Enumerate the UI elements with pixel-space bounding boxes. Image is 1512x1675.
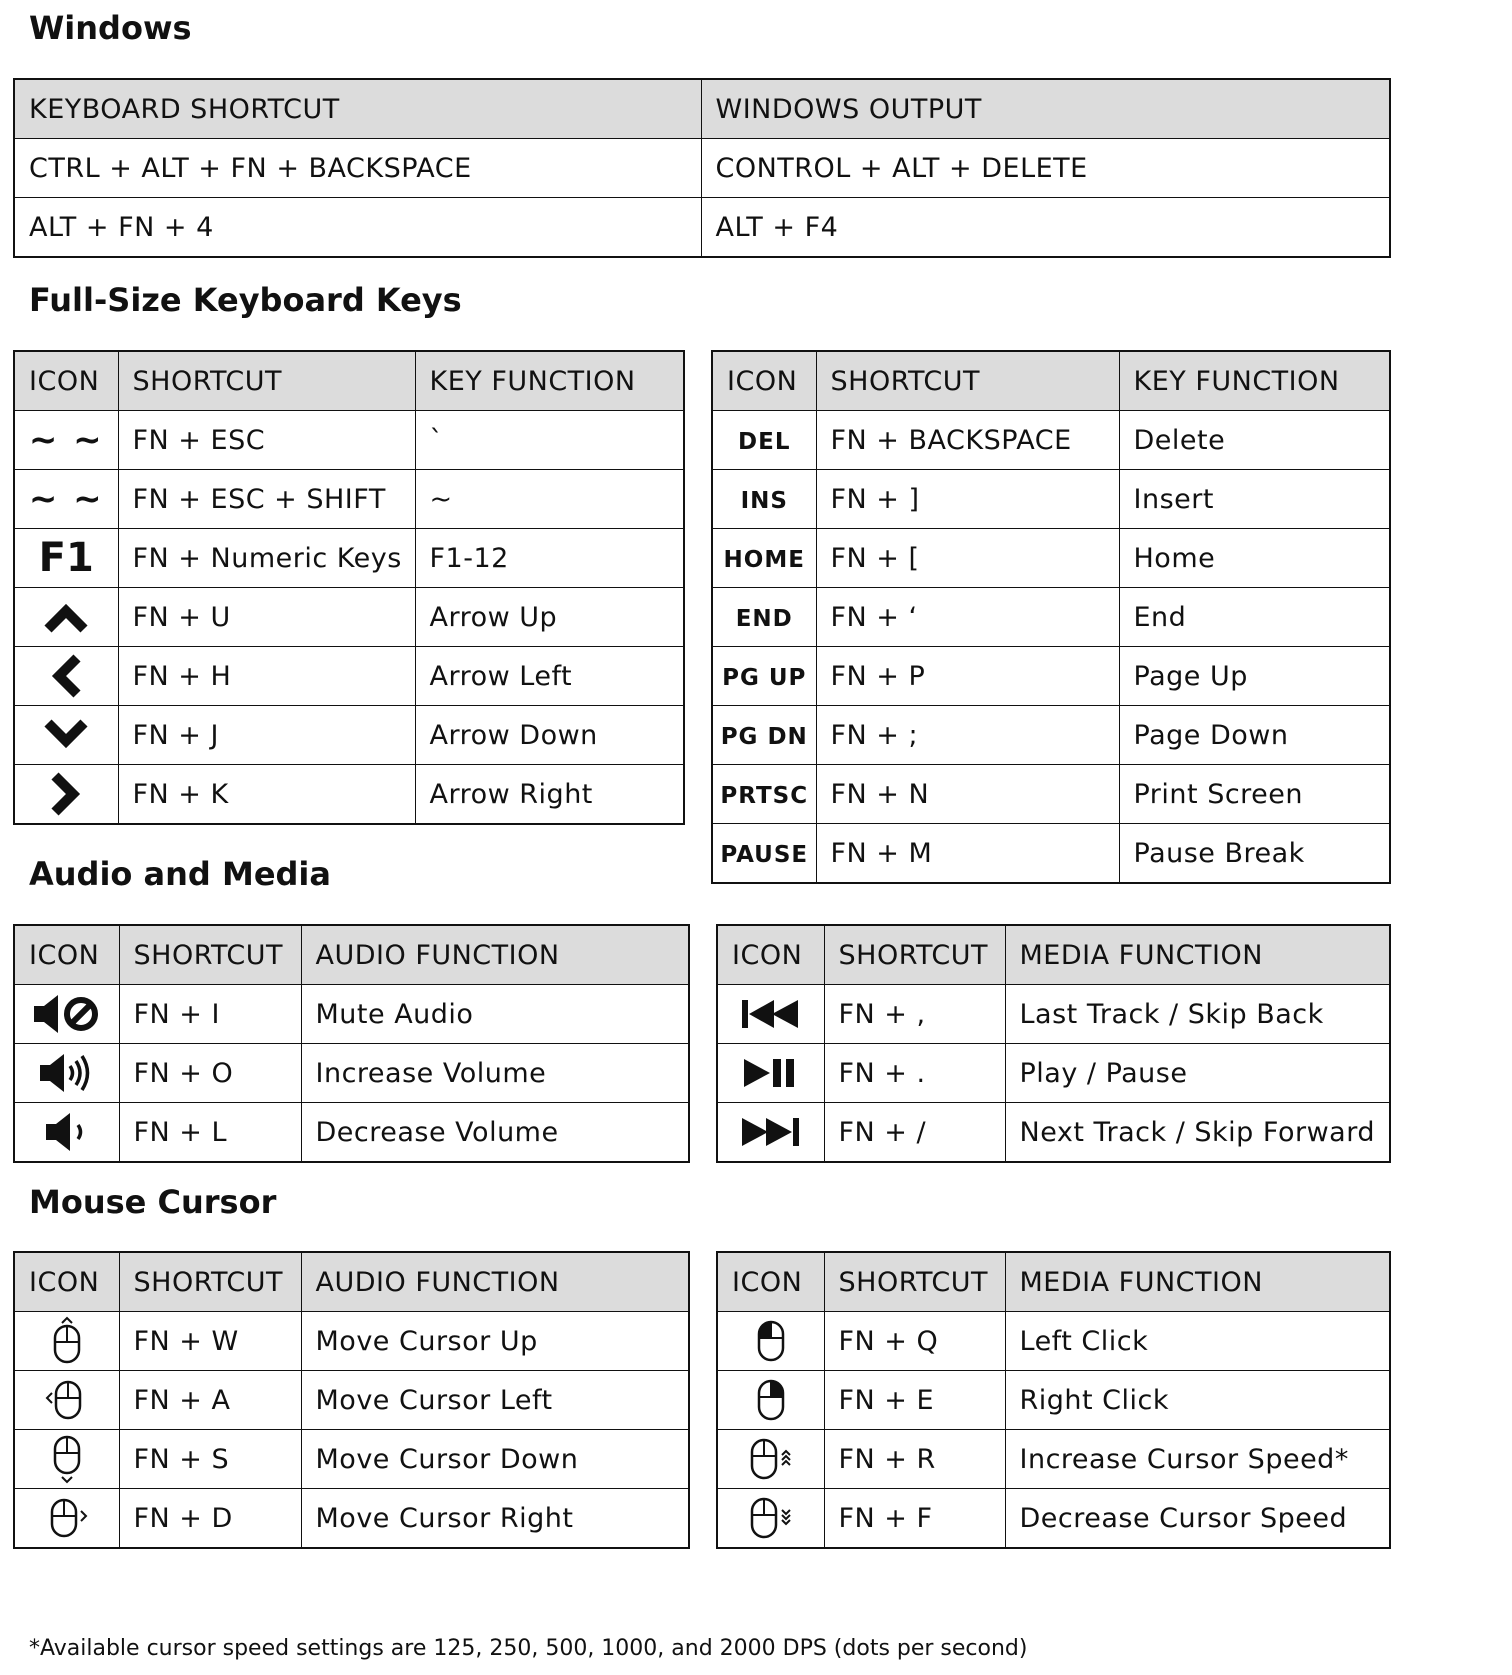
column-header: MEDIA FUNCTION bbox=[1005, 1252, 1390, 1312]
table-row bbox=[712, 411, 1390, 470]
section-title-windows: Windows bbox=[29, 9, 192, 47]
shortcut-cell: FN + R bbox=[824, 1430, 1005, 1489]
shortcut-cell: FN + H bbox=[118, 647, 415, 706]
function-cell: Arrow Up bbox=[415, 588, 684, 647]
shortcut-cell: CTRL + ALT + FN + BACKSPACE bbox=[14, 139, 701, 198]
shortcut-cell: FN + A bbox=[119, 1371, 301, 1430]
function-cell: F1-12 bbox=[415, 529, 684, 588]
table-row bbox=[14, 765, 684, 825]
mouse-left-icon bbox=[44, 1377, 90, 1423]
f1-icon: F1 bbox=[38, 535, 94, 581]
shortcut-cell: FN + P bbox=[816, 647, 1119, 706]
icon-cell bbox=[717, 1371, 824, 1430]
audio-table bbox=[13, 924, 690, 1163]
table-row bbox=[14, 1044, 689, 1103]
table-row bbox=[14, 706, 684, 765]
full-size-keys-table-right bbox=[711, 350, 1391, 884]
del-key-icon: DEL bbox=[738, 428, 791, 455]
table-row bbox=[717, 1312, 1390, 1371]
section-title-full-size-keys: Full-Size Keyboard Keys bbox=[29, 281, 462, 319]
mouse-right-icon bbox=[44, 1495, 90, 1541]
table-row bbox=[712, 588, 1390, 647]
shortcut-cell: FN + BACKSPACE bbox=[816, 411, 1119, 470]
table-row bbox=[14, 1103, 689, 1163]
table-row bbox=[14, 1489, 689, 1549]
table-header-row bbox=[717, 1252, 1390, 1312]
mouse-speed-down-icon bbox=[746, 1494, 796, 1542]
column-header: SHORTCUT bbox=[119, 1252, 301, 1312]
icon-cell bbox=[14, 985, 119, 1044]
shortcut-cell: FN + E bbox=[824, 1371, 1005, 1430]
volume-down-icon bbox=[42, 1110, 92, 1154]
column-header: KEY FUNCTION bbox=[415, 351, 684, 411]
function-cell: Last Track / Skip Back bbox=[1005, 985, 1390, 1044]
arrow-right-icon bbox=[49, 771, 83, 817]
output-cell: CONTROL + ALT + DELETE bbox=[701, 139, 1390, 198]
function-cell: Decrease Volume bbox=[301, 1103, 689, 1163]
table-row bbox=[14, 1371, 689, 1430]
table-row bbox=[712, 529, 1390, 588]
function-cell: ~ bbox=[415, 470, 684, 529]
shortcut-cell: FN + Numeric Keys bbox=[118, 529, 415, 588]
icon-cell bbox=[14, 411, 118, 470]
table-header-row bbox=[14, 925, 689, 985]
shortcut-cell: FN + ESC bbox=[118, 411, 415, 470]
icon-cell bbox=[712, 765, 816, 824]
shortcut-cell: FN + J bbox=[118, 706, 415, 765]
function-cell: Arrow Down bbox=[415, 706, 684, 765]
table-row bbox=[14, 588, 684, 647]
function-cell: Decrease Cursor Speed bbox=[1005, 1489, 1390, 1549]
function-cell: Increase Volume bbox=[301, 1044, 689, 1103]
icon-cell bbox=[717, 1312, 824, 1371]
windows-table bbox=[13, 78, 1391, 258]
ins-key-icon: INS bbox=[740, 487, 788, 514]
table-row bbox=[14, 1312, 689, 1371]
mouse-down-icon bbox=[47, 1434, 87, 1484]
icon-cell bbox=[14, 470, 118, 529]
shortcut-cell: FN + D bbox=[119, 1489, 301, 1549]
column-header: AUDIO FUNCTION bbox=[301, 925, 689, 985]
end-key-icon: END bbox=[735, 605, 793, 632]
column-header: SHORTCUT bbox=[824, 925, 1005, 985]
icon-cell bbox=[14, 1371, 119, 1430]
column-header: AUDIO FUNCTION bbox=[301, 1252, 689, 1312]
table-row bbox=[717, 1489, 1390, 1549]
column-header: KEY FUNCTION bbox=[1119, 351, 1390, 411]
table-header-row bbox=[14, 351, 684, 411]
column-header: SHORTCUT bbox=[816, 351, 1119, 411]
function-cell: End bbox=[1119, 588, 1390, 647]
table-header-row bbox=[712, 351, 1390, 411]
mouse-speed-up-icon bbox=[746, 1435, 796, 1483]
table-row bbox=[14, 139, 1390, 198]
function-cell: Move Cursor Down bbox=[301, 1430, 689, 1489]
table-row bbox=[712, 765, 1390, 824]
full-size-keys-table-left bbox=[13, 350, 685, 825]
column-header: SHORTCUT bbox=[824, 1252, 1005, 1312]
icon-cell bbox=[14, 588, 118, 647]
shortcut-cell: FN + N bbox=[816, 765, 1119, 824]
table-row bbox=[717, 1371, 1390, 1430]
icon-cell bbox=[14, 706, 118, 765]
function-cell: Move Cursor Up bbox=[301, 1312, 689, 1371]
skip-forward-icon bbox=[740, 1115, 802, 1149]
function-cell: Print Screen bbox=[1119, 765, 1390, 824]
table-row bbox=[712, 470, 1390, 529]
print-screen-key-icon: PRTSC bbox=[720, 782, 809, 809]
table-row bbox=[712, 706, 1390, 765]
table-row bbox=[717, 1430, 1390, 1489]
mouse-right-click-icon bbox=[751, 1376, 791, 1424]
function-cell: Left Click bbox=[1005, 1312, 1390, 1371]
icon-cell bbox=[712, 529, 816, 588]
function-cell: Home bbox=[1119, 529, 1390, 588]
tilde-icon: ~ ~ bbox=[28, 479, 104, 519]
column-header: ICON bbox=[14, 351, 118, 411]
home-key-icon: HOME bbox=[723, 546, 805, 573]
column-header: MEDIA FUNCTION bbox=[1005, 925, 1390, 985]
table-row bbox=[717, 985, 1390, 1044]
function-cell: Page Up bbox=[1119, 647, 1390, 706]
table-row bbox=[712, 824, 1390, 884]
shortcut-cell: FN + O bbox=[119, 1044, 301, 1103]
column-header: ICON bbox=[712, 351, 816, 411]
column-header: ICON bbox=[717, 925, 824, 985]
shortcut-cell: FN + Q bbox=[824, 1312, 1005, 1371]
column-header: SHORTCUT bbox=[118, 351, 415, 411]
shortcut-cell: FN + K bbox=[118, 765, 415, 825]
function-cell: Increase Cursor Speed* bbox=[1005, 1430, 1390, 1489]
icon-cell bbox=[14, 1044, 119, 1103]
shortcut-cell: FN + M bbox=[816, 824, 1119, 884]
pause-key-icon: PAUSE bbox=[720, 841, 809, 868]
shortcut-cell: FN + W bbox=[119, 1312, 301, 1371]
mute-icon bbox=[32, 992, 102, 1036]
function-cell: ` bbox=[415, 411, 684, 470]
function-cell: Next Track / Skip Forward bbox=[1005, 1103, 1390, 1163]
function-cell: Insert bbox=[1119, 470, 1390, 529]
shortcut-cell: FN + F bbox=[824, 1489, 1005, 1549]
section-title-audio-media: Audio and Media bbox=[29, 855, 331, 893]
arrow-left-icon bbox=[49, 653, 83, 699]
function-cell: Delete bbox=[1119, 411, 1390, 470]
function-cell: Arrow Left bbox=[415, 647, 684, 706]
icon-cell bbox=[717, 1103, 824, 1163]
icon-cell bbox=[712, 411, 816, 470]
function-cell: Move Cursor Left bbox=[301, 1371, 689, 1430]
shortcut-cell: FN + ; bbox=[816, 706, 1119, 765]
mouse-click-table bbox=[716, 1251, 1391, 1549]
column-header: WINDOWS OUTPUT bbox=[701, 79, 1390, 139]
mouse-up-icon bbox=[47, 1316, 87, 1366]
column-header: ICON bbox=[14, 1252, 119, 1312]
skip-back-icon bbox=[740, 997, 802, 1031]
icon-cell bbox=[717, 1430, 824, 1489]
shortcut-cell: ALT + FN + 4 bbox=[14, 198, 701, 258]
function-cell: Arrow Right bbox=[415, 765, 684, 825]
volume-up-icon bbox=[36, 1051, 98, 1095]
output-cell: ALT + F4 bbox=[701, 198, 1390, 258]
page-down-key-icon: PG DN bbox=[720, 723, 808, 750]
icon-cell bbox=[712, 706, 816, 765]
footnote: *Available cursor speed settings are 125, 250, 500, 1000, and 2000 DPS (dots per second) bbox=[29, 1636, 1028, 1661]
mouse-left-click-icon bbox=[751, 1317, 791, 1365]
shortcut-cell: FN + [ bbox=[816, 529, 1119, 588]
table-row bbox=[14, 529, 684, 588]
tilde-icon: ~ ~ bbox=[28, 420, 104, 460]
shortcut-cell: FN + / bbox=[824, 1103, 1005, 1163]
table-row bbox=[14, 647, 684, 706]
table-header-row bbox=[14, 79, 1390, 139]
shortcut-cell: FN + ‘ bbox=[816, 588, 1119, 647]
table-row bbox=[712, 647, 1390, 706]
function-cell: Right Click bbox=[1005, 1371, 1390, 1430]
table-row bbox=[14, 1430, 689, 1489]
table-row bbox=[14, 198, 1390, 258]
column-header: KEYBOARD SHORTCUT bbox=[14, 79, 701, 139]
icon-cell bbox=[717, 985, 824, 1044]
shortcut-cell: FN + S bbox=[119, 1430, 301, 1489]
shortcut-cell: FN + ESC + SHIFT bbox=[118, 470, 415, 529]
column-header: ICON bbox=[717, 1252, 824, 1312]
icon-cell bbox=[717, 1044, 824, 1103]
shortcut-cell: FN + ] bbox=[816, 470, 1119, 529]
icon-cell bbox=[14, 529, 118, 588]
shortcut-cell: FN + L bbox=[119, 1103, 301, 1163]
play-pause-icon bbox=[742, 1056, 800, 1090]
icon-cell bbox=[712, 470, 816, 529]
function-cell: Mute Audio bbox=[301, 985, 689, 1044]
column-header: ICON bbox=[14, 925, 119, 985]
function-cell: Pause Break bbox=[1119, 824, 1390, 884]
icon-cell bbox=[14, 1312, 119, 1371]
shortcut-cell: FN + U bbox=[118, 588, 415, 647]
icon-cell bbox=[712, 588, 816, 647]
section-title-mouse-cursor: Mouse Cursor bbox=[29, 1183, 277, 1221]
table-row bbox=[14, 985, 689, 1044]
icon-cell bbox=[717, 1489, 824, 1549]
mouse-movement-table bbox=[13, 1251, 690, 1549]
column-header: SHORTCUT bbox=[119, 925, 301, 985]
shortcut-cell: FN + , bbox=[824, 985, 1005, 1044]
table-row bbox=[717, 1103, 1390, 1163]
icon-cell bbox=[14, 1103, 119, 1163]
shortcut-cell: FN + . bbox=[824, 1044, 1005, 1103]
arrow-up-icon bbox=[43, 600, 89, 634]
table-row bbox=[14, 470, 684, 529]
table-header-row bbox=[14, 1252, 689, 1312]
arrow-down-icon bbox=[43, 718, 89, 752]
icon-cell bbox=[712, 824, 816, 884]
icon-cell bbox=[14, 647, 118, 706]
media-table bbox=[716, 924, 1391, 1163]
page-up-key-icon: PG UP bbox=[722, 664, 807, 691]
function-cell: Move Cursor Right bbox=[301, 1489, 689, 1549]
icon-cell bbox=[14, 765, 118, 825]
icon-cell bbox=[14, 1489, 119, 1549]
icon-cell bbox=[14, 1430, 119, 1489]
icon-cell bbox=[712, 647, 816, 706]
table-row bbox=[14, 411, 684, 470]
table-row bbox=[717, 1044, 1390, 1103]
function-cell: Play / Pause bbox=[1005, 1044, 1390, 1103]
shortcut-cell: FN + I bbox=[119, 985, 301, 1044]
function-cell: Page Down bbox=[1119, 706, 1390, 765]
table-header-row bbox=[717, 925, 1390, 985]
